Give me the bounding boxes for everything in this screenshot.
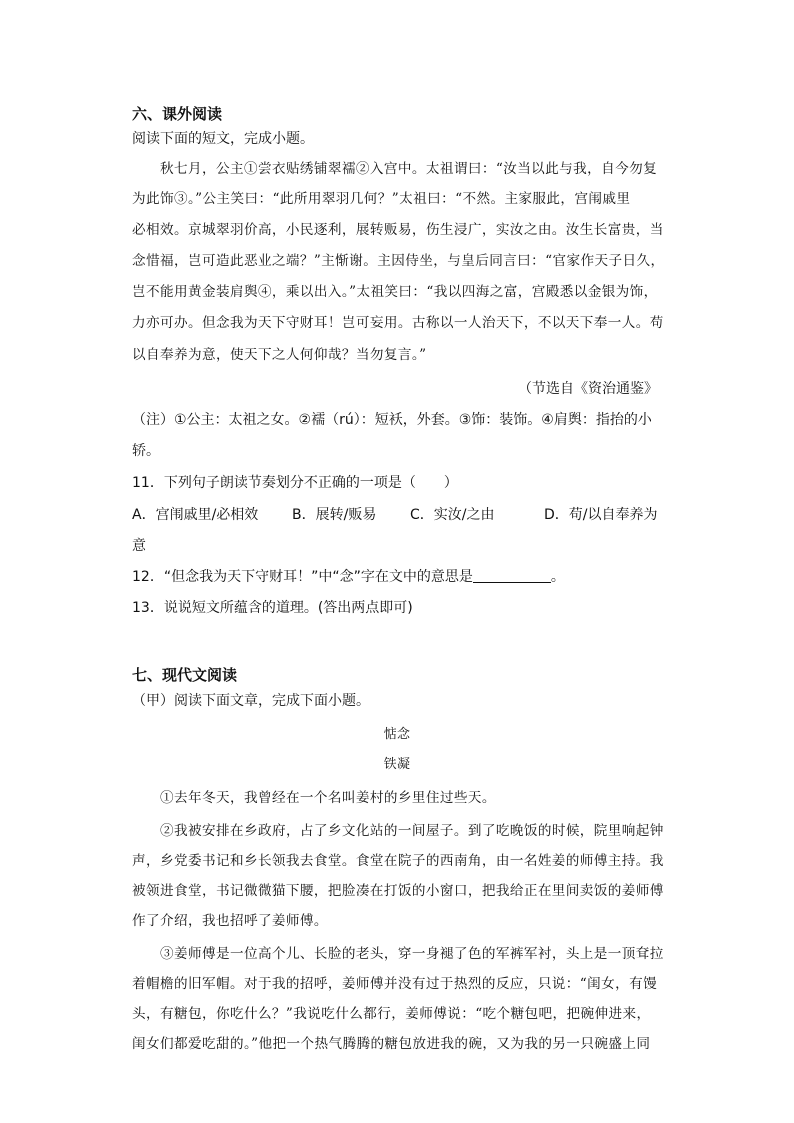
passage-line: 力亦可办。但念我为天下守财耳！岂可妄用。古称以一人治天下，不以天下奉一人。苟 <box>132 315 664 331</box>
question-12-text: 12．“但念我为天下守财耳！”中“念”字在文中的意思是 <box>132 569 473 585</box>
option-d: D．苟/以自奉养为 <box>544 507 658 523</box>
answer-blank[interactable] <box>473 568 551 583</box>
section-six-instruction: 阅读下面的短文，完成小题。 <box>132 131 314 147</box>
section-six-title: 六、课外阅读 <box>132 105 223 123</box>
annotation-note: （注）①公主：太祖之女。②襦（rú）：短袄，外套。③饰：装饰。④肩舆：指抬的小 <box>132 412 652 428</box>
article-line: ②我被安排在乡政府，占了乡文化站的一间屋子。到了吃晚饭的时候，院里响起钟 <box>160 823 664 839</box>
article-title: 惦念 <box>383 727 411 742</box>
article-author: 铁凝 <box>383 757 411 772</box>
article-line: 作了介绍，我也招呼了姜师傅。 <box>132 913 328 929</box>
section-seven-title: 七、现代文阅读 <box>132 666 238 684</box>
article-line: 闺女们都爱吃甜的。”他把一个热气腾腾的糖包放进我的碗，又为我的另一只碗盛上同 <box>132 1036 651 1052</box>
passage-line: 念惜福，岂可造此恶业之端？”主惭谢。主因侍坐，与皇后同言曰：“官家作天子日久， <box>132 253 665 269</box>
article-line: 着帽檐的旧军帽。对于我的招呼，姜师傅并没有过于热烈的反应，只说：“闺女，有馒 <box>132 976 658 992</box>
passage-source: （节选自《资治通鉴》 <box>518 381 658 397</box>
question-13: 13．说说短文所蕴含的道理。(答出两点即可) <box>132 600 413 616</box>
passage-line: 岂不能用黄金装肩舆④，乘以出入。”太祖笑曰：“我以四海之富，宫殿悉以金银为饰， <box>132 284 658 300</box>
passage-line: 以自奉养为意，使天下之人何仰哉？当勿复言。” <box>132 347 427 363</box>
passage-line: 秋七月，公主①尝衣贴绣铺翠襦②入宫中。太祖谓曰：“汝当以此与我，自今勿复 <box>160 161 658 177</box>
article-line: ③姜师傅是一位高个儿、长脸的老头，穿一身褪了色的军裤军衬，头上是一顶耷拉 <box>160 946 664 962</box>
annotation-note-cont: 轿。 <box>132 443 160 459</box>
passage-line: 必相效。京城翠羽价高，小民逐利，展转贩易，伤生浸广，实汝之由。汝生长富贵，当 <box>132 222 664 238</box>
article-paragraph-1: ①去年冬天，我曾经在一个名叫姜村的乡里住过些天。 <box>160 790 496 806</box>
section-seven-instruction: （甲）阅读下面文章，完成下面小题。 <box>132 693 370 709</box>
question-12-end: 。 <box>550 569 565 585</box>
question-12 <box>132 566 565 586</box>
passage-line: 为此饰③。”公主笑曰：“此所用翠羽几何？”太祖曰：“不然。主家服此，宫闱戚里 <box>132 191 631 207</box>
article-line: 声，乡党委书记和乡长领我去食堂。食堂在院子的西南角，由一名姓姜的师傅主持。我 <box>132 853 664 869</box>
option-c: C．实汝/之由 <box>410 507 495 523</box>
article-line: 头，有糖包，你吃什么？”我说吃什么都行，姜师傅说：“吃个糖包吧，把碗伸进来， <box>132 1006 651 1022</box>
option-b: B．展转/贩易 <box>292 507 377 523</box>
question-11: 11．下列句子朗读节奏划分不正确的一项是（ ） <box>132 475 458 491</box>
option-a: A．宫闱戚里/必相效 <box>132 507 259 523</box>
option-d-cont: 意 <box>132 538 146 554</box>
article-line: 被领进食堂，书记微微猫下腰，把脸凑在打饭的小窗口，把我给正在里间卖饭的姜师傅 <box>132 883 664 899</box>
